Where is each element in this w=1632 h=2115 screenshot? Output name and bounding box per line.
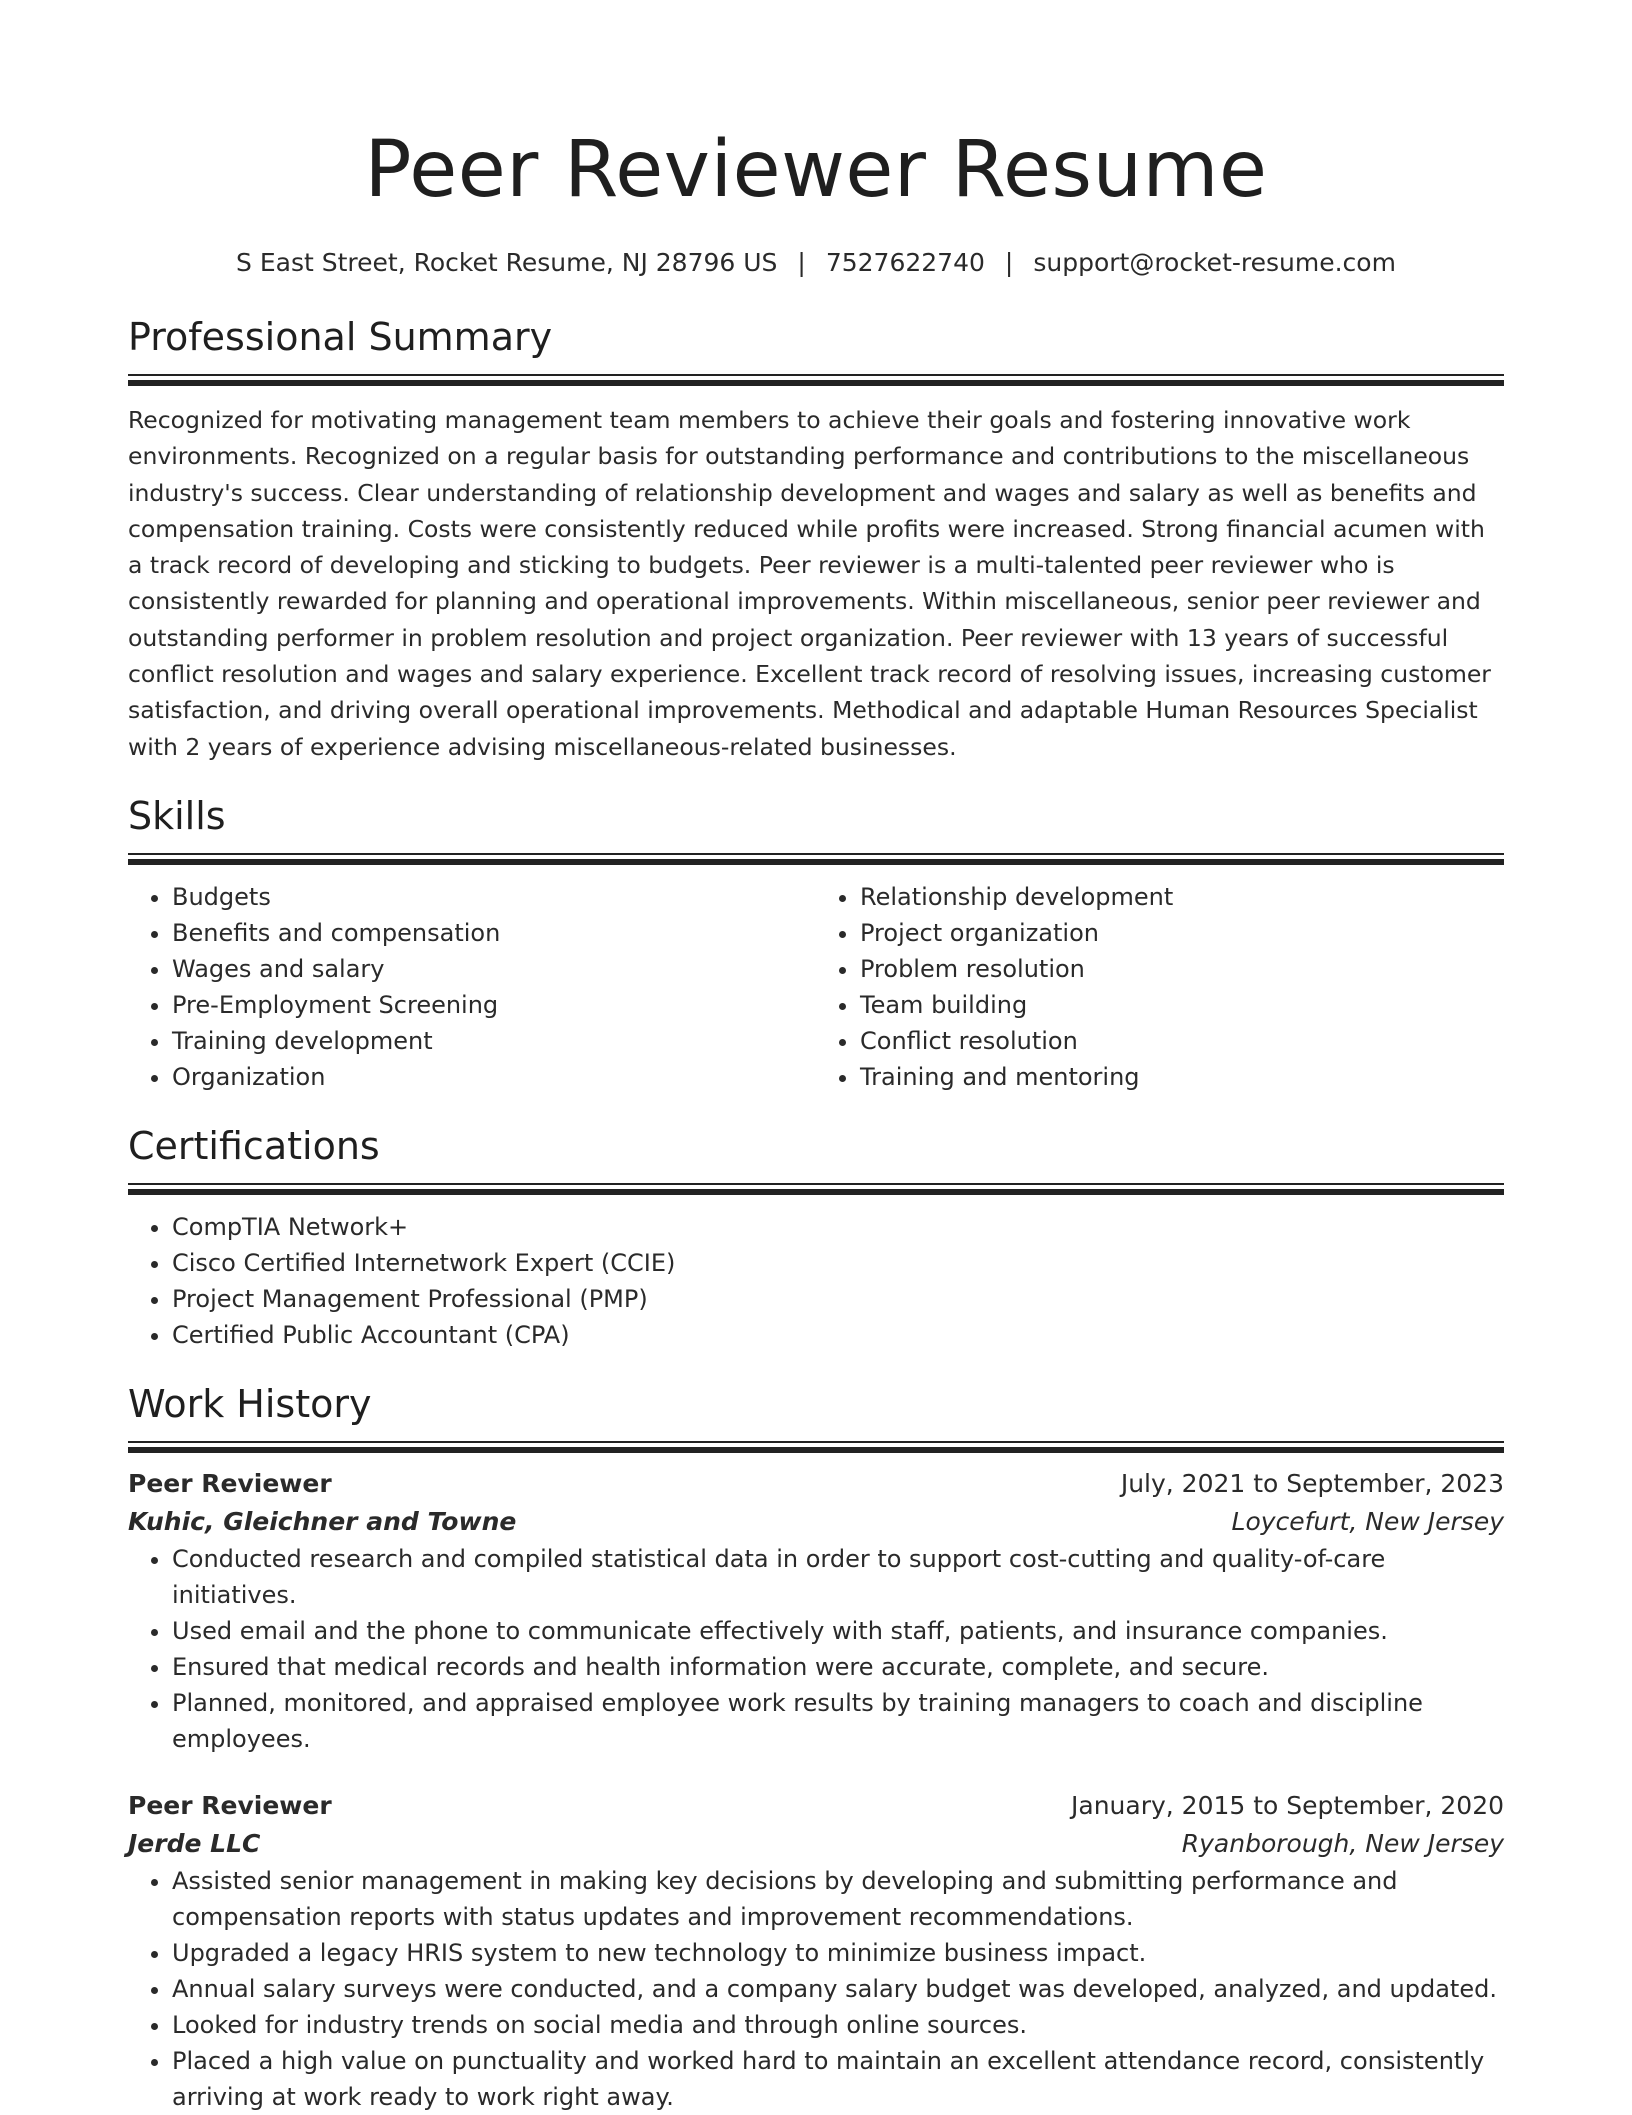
section-divider — [128, 853, 1504, 865]
certification-item: • Certified Public Accountant (CPA) — [172, 1317, 1504, 1353]
job-duty: • Assisted senior management in making key decisions by developing and submitting performance and compensation reports with status updates and improvement recommendations. — [172, 1863, 1504, 1935]
job-company: Kuhic, Gleichner and Towne — [128, 1506, 517, 1536]
certification-item: • Project Management Professional (PMP) — [172, 1281, 1504, 1317]
section-divider — [128, 1183, 1504, 1195]
summary-section — [128, 312, 1504, 765]
job-duties-list — [128, 1541, 1504, 1757]
contact-line — [128, 246, 1504, 280]
skill-item: • Conflict resolution — [860, 1023, 1504, 1059]
certifications-section — [128, 1121, 1504, 1353]
job-duty: • Conducted research and compiled statistical data in order to support cost-cutting and quality-of-care initiatives. — [172, 1541, 1504, 1613]
job-duty: • Annual salary surveys were conducted, and a company salary budget was developed, analyzed, and updated. — [172, 1971, 1504, 2007]
job-title: Peer Reviewer — [128, 1468, 332, 1498]
job-location: Loycefurt, New Jersey — [1231, 1506, 1504, 1536]
skills-list-left — [128, 879, 816, 1095]
job-subheader — [128, 1825, 1504, 1863]
section-title-certifications: Certifications — [128, 1123, 380, 1168]
skills-list-right — [816, 879, 1504, 1095]
job-dates: July, 2021 to September, 2023 — [1120, 1468, 1504, 1498]
work-history-section — [128, 1379, 1504, 2115]
certification-item: • CompTIA Network+ — [172, 1209, 1504, 1245]
skill-item: • Training and mentoring — [860, 1059, 1504, 1095]
section-divider — [128, 1441, 1504, 1453]
job-location: Ryanborough, New Jersey — [1181, 1828, 1504, 1858]
section-title-work-history: Work History — [128, 1381, 372, 1426]
job-duty: • Planned, monitored, and appraised employee work results by training managers to coach and discipline employees. — [172, 1685, 1504, 1757]
skill-item: • Problem resolution — [860, 951, 1504, 987]
skill-item: • Relationship development — [860, 879, 1504, 915]
skill-item: • Pre-Employment Screening — [172, 987, 816, 1023]
certification-item: • Cisco Certified Internetwork Expert (CCIE) — [172, 1245, 1504, 1281]
job-entry — [128, 1465, 1504, 1757]
contact-separator: | — [797, 248, 806, 277]
contact-address: S East Street, Rocket Resume, NJ 28796 US — [236, 248, 778, 277]
job-subheader — [128, 1503, 1504, 1541]
skill-item: • Project organization — [860, 915, 1504, 951]
job-title: Peer Reviewer — [128, 1790, 332, 1820]
resume-title: Peer Reviewer Resume — [364, 125, 1268, 215]
job-duty: • Used email and the phone to communicate effectively with staff, patients, and insurance companies. — [172, 1613, 1504, 1649]
section-title-skills: Skills — [128, 793, 226, 838]
skill-item: • Benefits and compensation — [172, 915, 816, 951]
section-title-summary: Professional Summary — [128, 315, 553, 359]
job-duty: • Upgraded a legacy HRIS system to new technology to minimize business impact. — [172, 1935, 1504, 1971]
skill-item: • Training development — [172, 1023, 816, 1059]
section-divider — [128, 374, 1504, 386]
job-dates: January, 2015 to September, 2020 — [1071, 1790, 1504, 1820]
contact-email: support@rocket-resume.com — [1033, 248, 1396, 277]
contact-phone: 7527622740 — [825, 248, 985, 277]
job-company: Jerde LLC — [128, 1828, 261, 1858]
skill-item: • Organization — [172, 1059, 816, 1095]
contact-separator: | — [1004, 248, 1014, 277]
skills-grid — [128, 879, 1504, 1095]
job-duty: • Placed a high value on punctuality and worked hard to maintain an excellent attendance record, consistently arriving at work ready to work right away. — [172, 2043, 1504, 2115]
job-duty: • Looked for industry trends on social media and through online sources. — [172, 2007, 1504, 2043]
job-header — [128, 1465, 1504, 1503]
skill-item: • Wages and salary — [172, 951, 816, 987]
job-header — [128, 1787, 1504, 1825]
job-entry — [128, 1787, 1504, 2115]
summary-text: Recognized for motivating management team members to achieve their goals and fostering innovative work environments. Recognized on a regular basis for outstanding performance and contributions to the miscellaneous industry's success. Clear understanding of relationship development and wages and salary as well as benefits and compensation training. Costs were consistently reduced while profits were increased. Strong financial acumen with a track record of developing and sticking to budgets. Peer reviewer is a multi-talented peer reviewer who is consistently rewarded for planning and operational improvements. Within miscellaneous, senior peer reviewer and outstanding performer in problem resolution and project organization. Peer reviewer with 13 years of successful conflict resolution and wages and salary experience. Excellent track record of resolving issues, increasing customer satisfaction, and driving overall operational improvements. Methodical and adaptable Human Resources Specialist with 2 years of experience advising miscellaneous-related businesses. — [128, 406, 1491, 761]
certifications-list — [128, 1209, 1504, 1353]
skills-section — [128, 791, 1504, 1095]
skill-item: • Budgets — [172, 879, 816, 915]
job-duties-list — [128, 1863, 1504, 2115]
job-duty: • Ensured that medical records and health information were accurate, complete, and secure. — [172, 1649, 1504, 1685]
skill-item: • Team building — [860, 987, 1504, 1023]
